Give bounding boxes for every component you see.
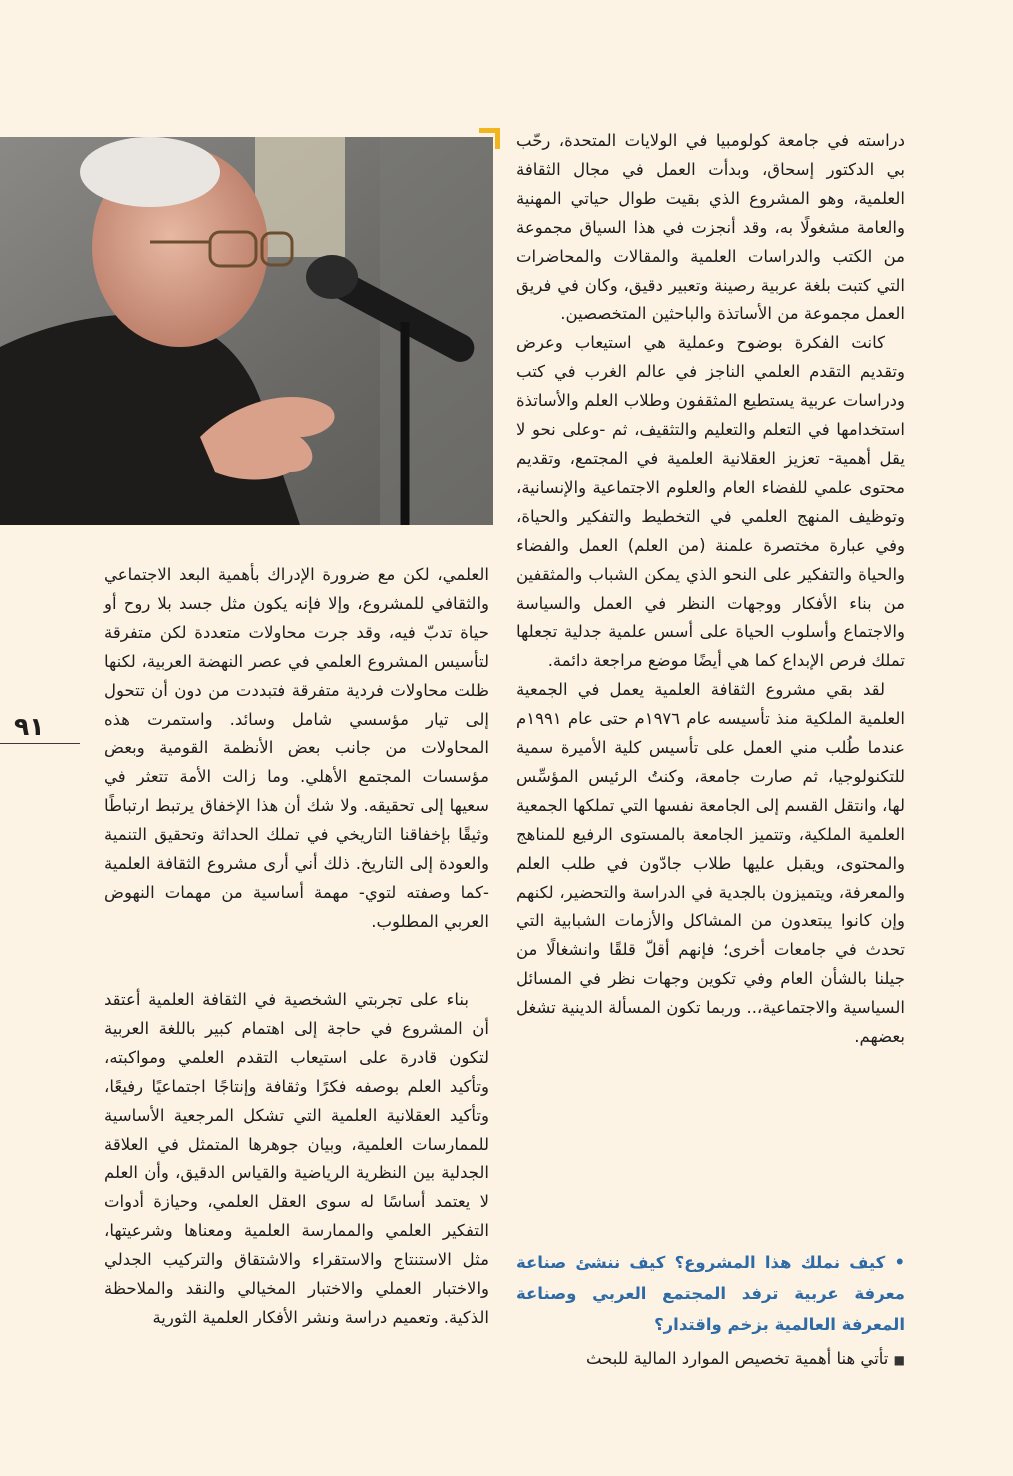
paragraph: كانت الفكرة بوضوح وعملية هي استيعاب وعرض وتقديم التقدم العلمي الناجز في عالم الغرب في كتب ودراسات عربية يستطيع المثقفون وطلاب العلم والأساتذة استخدامها في التعلم والتعليم والتثقيف، ثم -وعلى نحو لا يقل أهمية- تعزيز العقلانية العلمية في المجتمع، وتقديم محتوى علمي للفضاء العام والعلوم الاجتماعية والإنسانية، وتوظيف المنهج العلمي في التخطيط والتفكير والحياة، وفي عبارة مختصرة علمنة (من العلم) العمل والفضاء والحياة والتفكير على النحو الذي يمكن الشباب والمثقفين من بناء الأفكار ووجهات النظر في العمل والسياسة والاجتماع وأسلوب الحياة على أسس علمية جدلية تجعلها تملك فرص الإبداع كما هي أيضًا موضع مراجعة دائمة. [516,333,905,671]
question-text: كيف نملك هذا المشروع؟ كيف ننشئ صناعة معرفة عربية ترفد المجتمع العربي وصناعة المعرفة العالمية بزخم واقتدار؟ [516,1253,905,1334]
answer-sentence: تأتي هنا أهمية تخصيص الموارد المالية للبحث [585,1349,889,1368]
paragraph: العلمي، لكن مع ضرورة الإدراك بأهمية البعد الاجتماعي والثقافي للمشروع، وإلا فإنه يكون مثل جسد بلا روح أو حياة تدبّ فيه، وقد جرت محاولات متعددة لكن متفرقة لتأسيس المشروع العلمي في عصر النهضة العربية، لكنها ظلت محاولات فردية متفرقة فتبددت من دون أن تتحول إلى تيار مؤسسي شامل وسائد. واستمرت هذه المحاولات من جانب بعض الأنظمة القومية وبعض مؤسسات المجتمع الأهلي. وما زالت الأمة تتعثر في سعيها إلى تحقيقه. ولا شك أن هذا الإخفاق يرتبط ارتباطًا وثيقًا بإخفاقنا التاريخي في تملك الحداثة وتحقيق التنمية والعودة إلى التاريخ. ذلك أني أرى مشروع الثقافة العلمية -كما وصفته لتوي- مهمة أساسية من مهمات النهوض العربي المطلوب. [104,565,489,931]
speaker-photo [0,137,493,525]
paragraph: بناء على تجربتي الشخصية في الثقافة العلمية أعتقد أن المشروع في حاجة إلى اهتمام كبير باللغة العربية لتكون قادرة على استيعاب التقدم العلمي ومواكبته، وتأكيد العلم بوصفه فكرًا وثقافة وإنتاجًا اجتماعيًا رفيعًا، وتأكيد العقلانية العلمية التي تشكل المرجعية الأساسية للممارسات العلمية، وبيان جوهرها المتمثل في العلاقة الجدلية بين النظرية الرياضية والقياس الدقيق، وأن العلم لا يعتمد أساسًا له سوى العقل العلمي، وحيازة أدوات التفكير العلمي والممارسة العلمية ومعناها وشرعيتها، مثل الاستنتاج والاستقراء والاشتقاق والتركيب الجدلي والاختبار العملي والاختبار المخيالي والنقد والملاحظة الذكية. وتعميم دراسة ونشر الأفكار العلمية الثورية [104,990,489,1327]
corner-accent [479,128,500,149]
right-column [516,127,905,1052]
speaker-photo-illustration [0,137,493,525]
left-column-lower [104,986,489,1333]
question-heading [516,1247,905,1340]
paragraph: لقد بقي مشروع الثقافة العلمية يعمل في الجمعية العلمية الملكية منذ تأسيسه عام ١٩٧٦م حتى عام ١٩٩١م عندما طُلب مني العمل على تأسيس كلية الأميرة سمية للتكنولوجيا، ثم صارت جامعة، وكنتُ الرئيس المؤسِّس لها، وانتقل القسم إلى الجامعة نفسها التي تملكها الجمعية العلمية الملكية، وتتميز الجامعة بالمستوى الرفيع للمناهج والمحتوى، ويقبل عليها طلاب جادّون في طلب العلم والمعرفة، ويتميزون بالجدية في الدراسة والتحضير، لكنهم وإن كانوا يبتعدون من المشاكل والأزمات الشبابية التي تحدث في جامعات أخرى؛ فإنهم أقلّ قلقًا وانشغالًا من جيلنا بالشأن العام وفي تكوين وجهات نظر في المسائل السياسية والاجتماعية،.. وربما تكون المسألة الدينية تشغل بعضهم. [516,680,905,1047]
square-bullet-icon: ■ [893,1353,905,1367]
answer-text [516,1345,905,1375]
bullet-icon: • [894,1253,905,1272]
page-number-rule [0,743,80,744]
paragraph: دراسته في جامعة كولومبيا في الولايات المتحدة، رحّب بي الدكتور إسحاق، وبدأت العمل في مجال الثقافة العلمية، وهو المشروع الذي بقيت طوال حياتي المهنية والعامة مشغولًا به، وقد أنجزت في هذا السياق مجموعة من الكتب والدراسات العلمية والمقالات والمحاضرات التي كتبت بلغة عربية رصينة وتعبير دقيق، وكان في فريق العمل مجموعة من الأساتذة والباحثين المتخصصين. [516,131,905,324]
page-number: ٩١ [14,712,45,741]
left-column-upper [104,561,489,937]
